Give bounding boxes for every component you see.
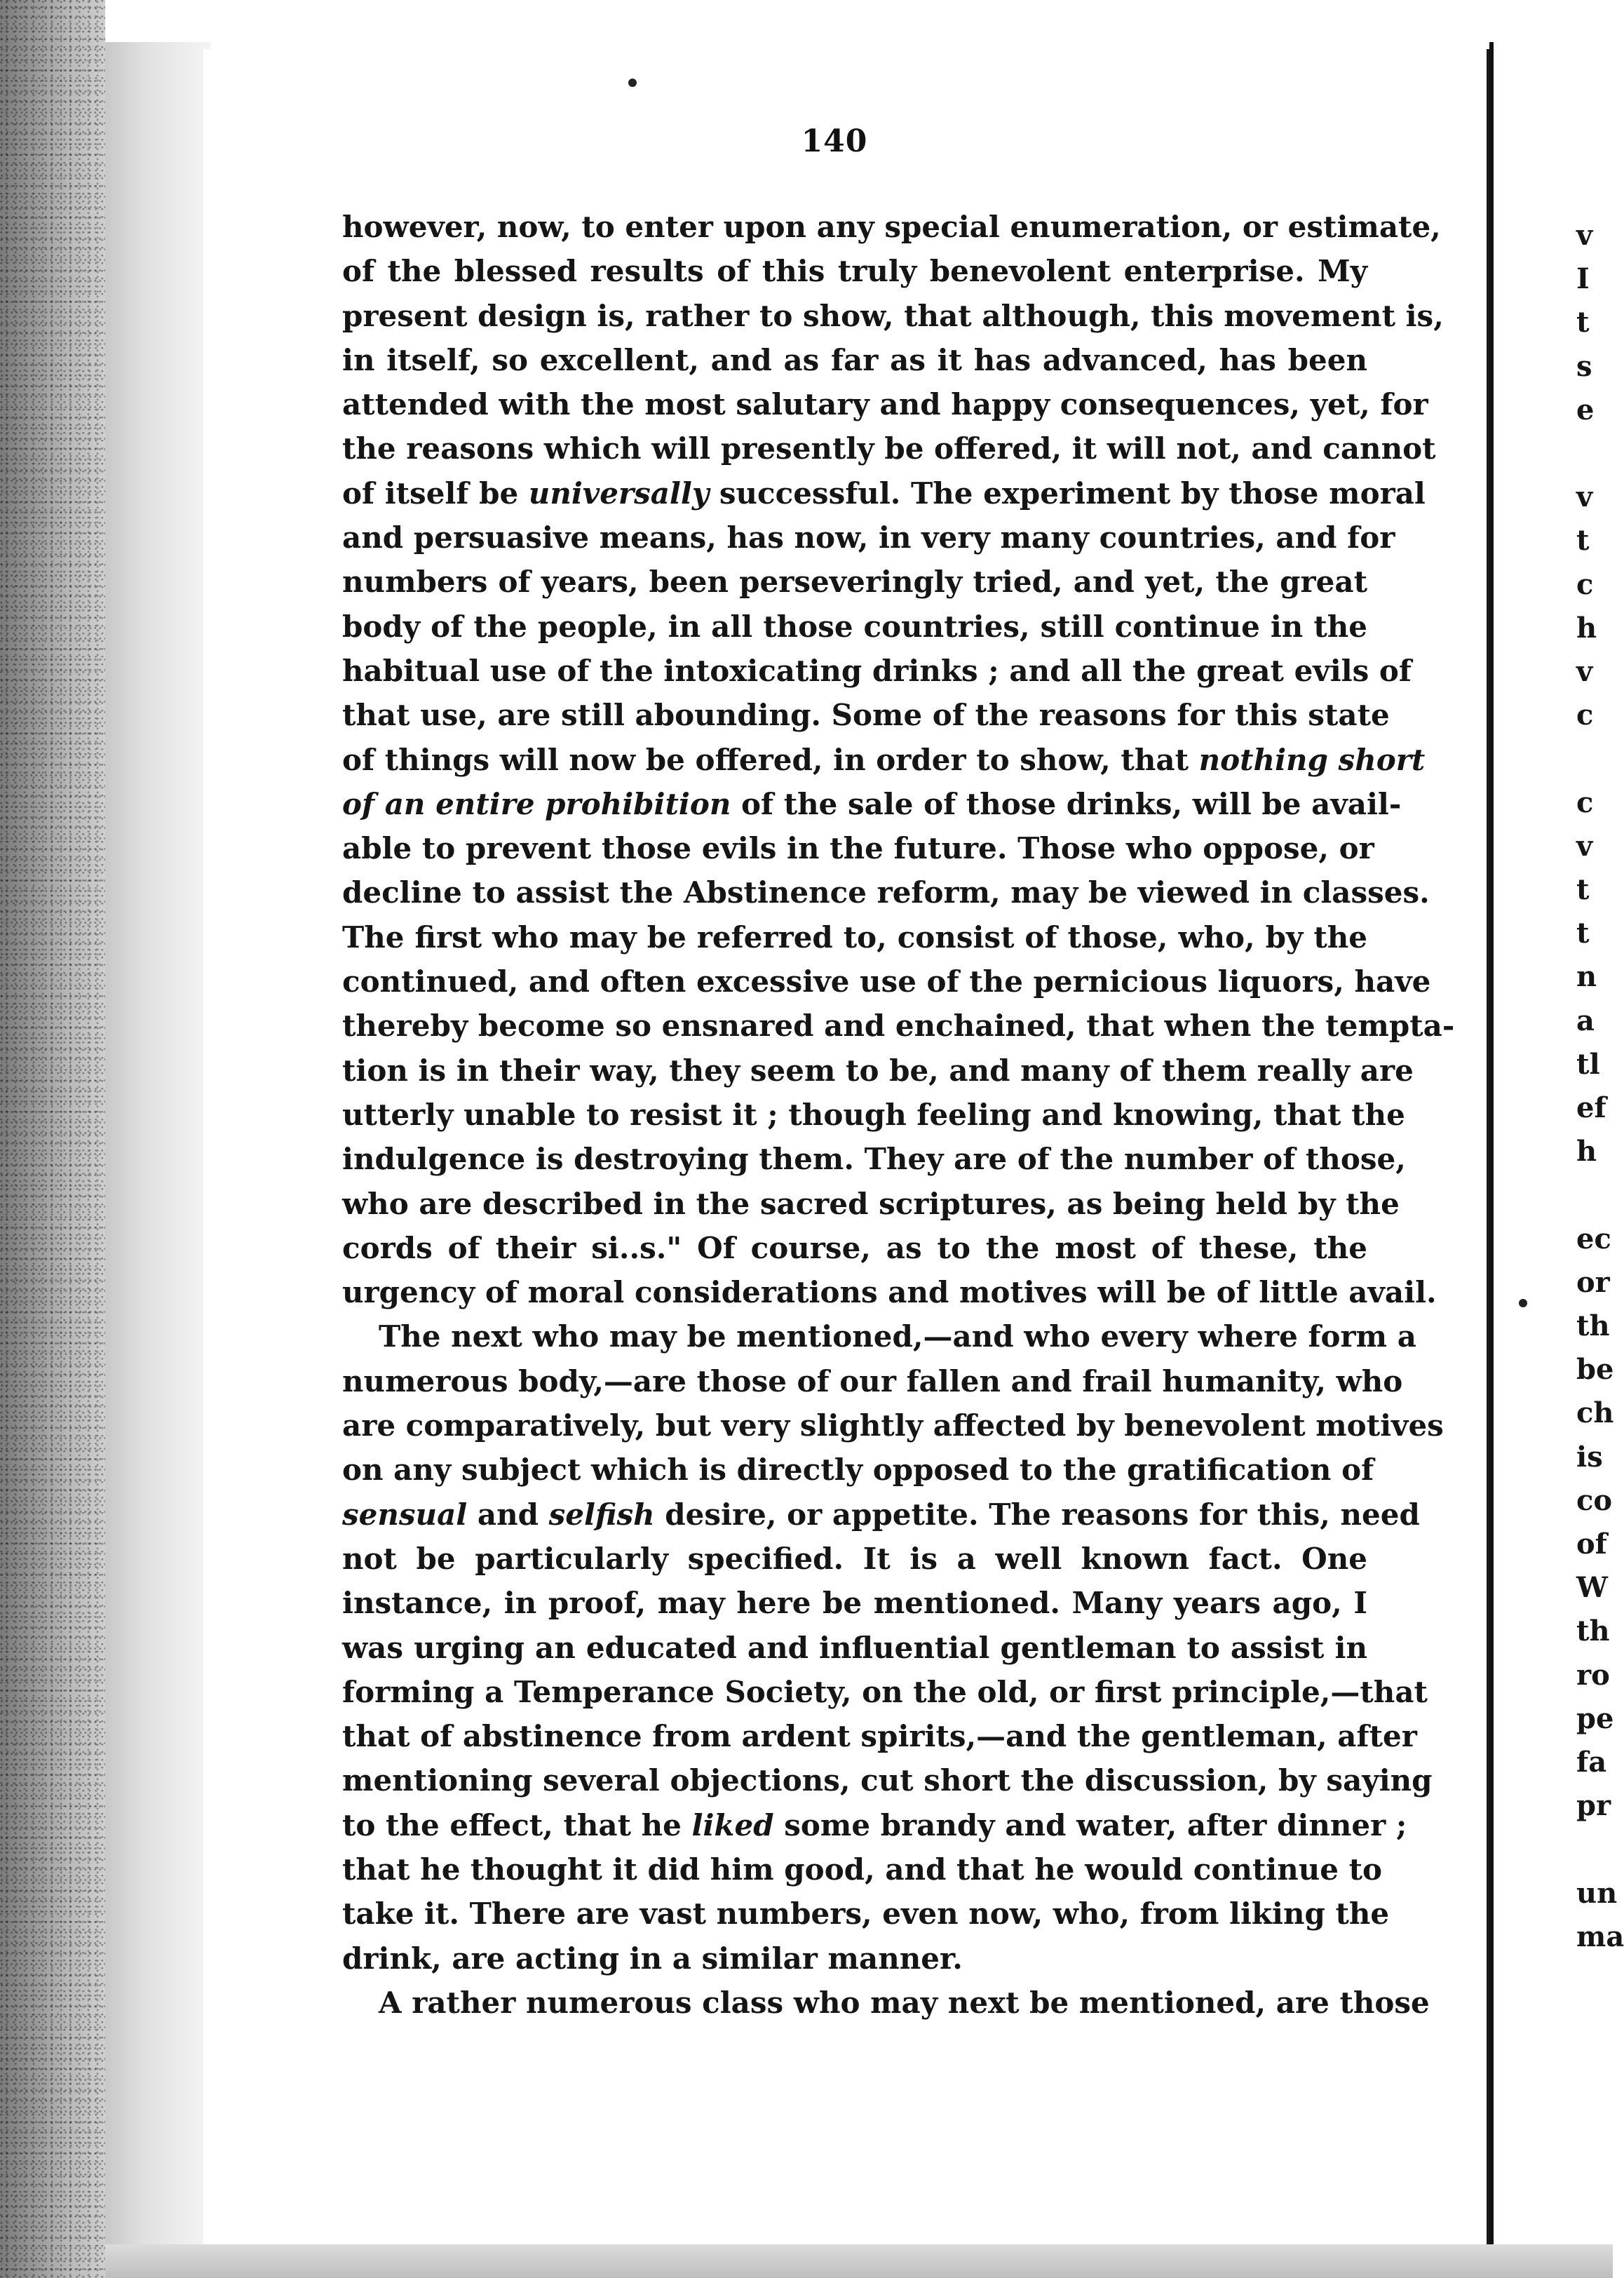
text-line [342, 738, 1426, 782]
text-segment: desire, or appetite. The reasons for this, need [654, 1497, 1420, 1532]
facing-page-fragment: v [1576, 219, 1593, 252]
italic-text: of an entire prohibition [342, 786, 731, 821]
text-segment: to the effect, that he [342, 1807, 692, 1842]
italic-text: selfish [548, 1497, 655, 1532]
facing-page-fragment: v [1576, 480, 1593, 514]
text-line: that of abstinence from ardent spirits,—and the gentleman, after [342, 1719, 1417, 1754]
text-line [342, 1803, 1407, 1847]
text-line: on any subject which is directly opposed to the gratification of [342, 1453, 1374, 1488]
facing-page-fragment: a [1576, 1004, 1595, 1037]
facing-page-fragment: h [1576, 611, 1597, 645]
text-line: however, now, to enter upon any special enumeration, or estimate, [342, 210, 1441, 244]
facing-page-edge [1489, 42, 1624, 2244]
text-line: numbers of years, been perseveringly tried, and yet, the great [342, 565, 1367, 600]
text-line: The next who may be mentioned,—and who every where form a [379, 1319, 1416, 1354]
facing-page-fragment: v [1576, 829, 1593, 863]
text-line: body of the people, in all those countries, still continue in the [342, 609, 1367, 644]
text-line: habitual use of the intoxicating drinks ; and all the great evils of [342, 653, 1412, 688]
text-segment: of things will now be offered, in order to show, that [342, 742, 1199, 777]
text-line: that use, are still abounding. Some of the reasons for this state [342, 698, 1390, 733]
italic-text: liked [691, 1807, 774, 1842]
text-line: are comparatively, but very slightly affected by benevolent motives [342, 1408, 1444, 1443]
facing-page-fragment: pr [1576, 1789, 1611, 1823]
ink-speck [628, 79, 637, 87]
text-segment: successful. The experiment by those moral [709, 476, 1426, 511]
text-line: of the blessed results of this truly benevolent enterprise. My [342, 254, 1367, 289]
facing-page-fragment: v [1576, 655, 1593, 688]
text-line: continued, and often excessive use of the pernicious liquors, have [342, 964, 1431, 999]
facing-page-fragment: tl [1576, 1047, 1600, 1081]
facing-page-fragment: ec [1576, 1222, 1611, 1255]
facing-page-fragment: I [1576, 262, 1590, 296]
text-line: urgency of moral considerations and motives will be of little avail. [342, 1275, 1437, 1310]
page-body-text [342, 205, 1455, 2025]
text-line: drink, are acting in a similar manner. [342, 1941, 963, 1976]
text-segment: of the sale of those drinks, will be avail- [731, 786, 1402, 821]
italic-text: sensual [342, 1497, 468, 1532]
facing-page-fragment: of [1576, 1528, 1607, 1561]
text-line: decline to assist the Abstinence reform, may be viewed in classes. [342, 875, 1430, 910]
text-line: not be particularly specified. It is a well known fact. One [342, 1541, 1367, 1576]
ink-speck [1519, 1299, 1527, 1307]
text-line: instance, in proof, may here be mentioned. Many years ago, I [342, 1586, 1367, 1621]
facing-page-fragment: is [1576, 1440, 1603, 1474]
text-segment: some brandy and water, after dinner ; [773, 1807, 1407, 1842]
scan-left-edge [0, 0, 105, 2278]
facing-page-fragment: e [1576, 393, 1595, 426]
text-line [342, 471, 1426, 515]
text-line: tion is in their way, they seem to be, and many of them really are [342, 1053, 1414, 1088]
facing-page-fragment: un [1576, 1876, 1618, 1910]
text-line: who are described in the sacred scriptures, as being held by the [342, 1186, 1400, 1221]
text-line: cords of their si..s." Of course, as to the most of these, the [342, 1230, 1367, 1265]
text-line: attended with the most salutary and happy consequences, yet, for [342, 387, 1428, 422]
facing-page-fragment: t [1576, 917, 1590, 950]
text-line: in itself, so excellent, and as far as it has advanced, has been [342, 342, 1367, 377]
facing-page-fragment: ch [1576, 1396, 1614, 1430]
facing-page-fragment: be [1576, 1353, 1614, 1387]
text-line: take it. There are vast numbers, even now, who, from liking the [342, 1896, 1390, 1932]
facing-page-fragment: h [1576, 1135, 1597, 1168]
facing-page-fragment: c [1576, 699, 1594, 732]
facing-page-fragment: fa [1576, 1746, 1607, 1779]
text-line: and persuasive means, has now, in very many countries, and for [342, 520, 1395, 555]
text-line: mentioning several objections, cut short the discussion, by saying [342, 1763, 1433, 1798]
facing-page-fragment: th [1576, 1615, 1610, 1648]
facing-page-fragment: th [1576, 1309, 1610, 1342]
text-line: utterly unable to resist it ; though feeling and knowing, that the [342, 1097, 1405, 1132]
facing-page-fragment: n [1576, 960, 1597, 994]
text-line: A rather numerous class who may next be mentioned, are those [379, 1985, 1430, 2020]
facing-page-fragment: ro [1576, 1658, 1610, 1692]
text-segment: of itself be [342, 476, 529, 511]
facing-page-fragment: pe [1576, 1701, 1614, 1735]
facing-page-fragment: s [1576, 349, 1592, 383]
facing-page-fragment: t [1576, 524, 1590, 558]
facing-page-fragment: c [1576, 567, 1594, 601]
italic-text: universally [528, 476, 710, 511]
text-line: forming a Temperance Society, on the old, or first principle,—that [342, 1674, 1428, 1709]
page-gutter-shadow [105, 42, 210, 2244]
facing-page-fragment: t [1576, 873, 1590, 906]
italic-text: nothing short [1198, 742, 1426, 777]
text-line [342, 782, 1402, 826]
text-line: was urging an educated and influential gentleman to assist in [342, 1630, 1367, 1665]
text-segment: and [467, 1497, 549, 1532]
text-line: the reasons which will presently be offered, it will not, and cannot [342, 431, 1436, 466]
text-line: The first who may be referred to, consist of those, who, by the [342, 919, 1367, 955]
facing-page-fragment: or [1576, 1265, 1610, 1299]
text-line: numerous body,—are those of our fallen and frail humanity, who [342, 1363, 1403, 1399]
scan-bottom-edge [105, 2244, 1613, 2278]
text-line: thereby become so ensnared and enchained, that when the tempta- [342, 1009, 1455, 1044]
text-line: present design is, rather to show, that although, this movement is, [342, 298, 1444, 333]
facing-page-fragment: t [1576, 306, 1590, 339]
page-number: 140 [801, 123, 868, 159]
text-line [342, 1492, 1420, 1537]
text-line: that he thought it did him good, and that he would continue to [342, 1852, 1383, 1887]
facing-page-fragment: ma [1576, 1920, 1624, 1953]
text-line: indulgence is destroying them. They are of the number of those, [342, 1142, 1406, 1177]
facing-page-fragment: ef [1576, 1091, 1606, 1124]
facing-page-fragment: co [1576, 1483, 1613, 1517]
text-line: able to prevent those evils in the future. Those who oppose, or [342, 831, 1374, 866]
facing-page-fragment: c [1576, 786, 1594, 819]
facing-page-fragment: W [1576, 1571, 1608, 1605]
